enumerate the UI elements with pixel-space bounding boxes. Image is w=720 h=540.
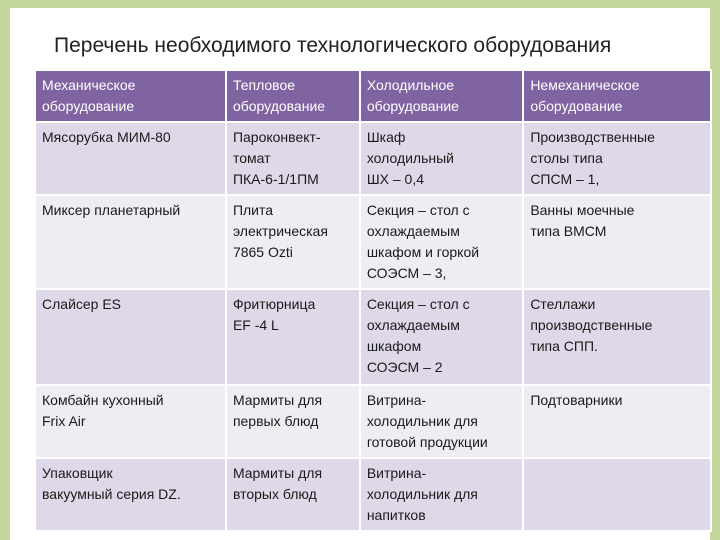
cell-refrigeration bbox=[360, 458, 524, 531]
cell-line: типа ВМСМ bbox=[530, 223, 607, 239]
cell-line: вакуумный серия DZ. bbox=[42, 486, 181, 502]
cell-line: Немеханическое bbox=[530, 77, 640, 93]
cell-line: Холодильное bbox=[366, 77, 455, 93]
cell-line: Секция – стол с bbox=[366, 296, 470, 312]
cell-thermal bbox=[226, 122, 360, 195]
cell-line: Мармиты для bbox=[232, 392, 323, 408]
cell-line: Витрина- bbox=[366, 392, 427, 408]
cell-line: шкафом и горкой bbox=[366, 244, 480, 260]
header-non-mechanical bbox=[523, 70, 711, 122]
cell-line: Мясорубка МИМ-80 bbox=[42, 129, 171, 145]
cell-line: ШХ – 0,4 bbox=[366, 171, 425, 187]
cell-line: оборудование bbox=[530, 98, 623, 114]
cell-line: охлаждаемым bbox=[366, 223, 460, 239]
cell-line: Миксер планетарный bbox=[42, 202, 181, 218]
cell-line: томат bbox=[232, 150, 271, 166]
cell-line: Секция – стол с bbox=[366, 202, 470, 218]
cell-thermal bbox=[226, 385, 360, 458]
cell-line: Шкаф bbox=[366, 129, 406, 145]
cell-line: оборудование bbox=[42, 98, 135, 114]
cell-line: 7865 Ozti bbox=[232, 244, 293, 260]
header-mechanical bbox=[35, 70, 226, 122]
cell-line: СПСМ – 1, bbox=[530, 171, 600, 187]
cell-line: Frix Air bbox=[42, 413, 86, 429]
cell-line: Фритюрница bbox=[232, 296, 316, 312]
table-row bbox=[35, 122, 711, 195]
cell-line: Ванны моечные bbox=[530, 202, 635, 218]
cell-line: Стеллажи bbox=[530, 296, 596, 312]
table-header-row bbox=[35, 70, 711, 122]
cell-thermal bbox=[226, 195, 360, 289]
cell-refrigeration bbox=[360, 289, 524, 385]
cell-line: Подтоварники bbox=[530, 392, 623, 408]
cell-line: вторых блюд bbox=[232, 486, 317, 502]
cell-line: холодильник для bbox=[366, 486, 478, 502]
cell-line: ПКА-6-1/1ПМ bbox=[232, 171, 319, 187]
table-row bbox=[35, 289, 711, 385]
page-title: Перечень необходимого технологического оборудования bbox=[54, 34, 612, 57]
cell-line: СОЭСМ – 3, bbox=[366, 265, 447, 281]
cell-mechanical bbox=[35, 385, 226, 458]
cell-line: производственные bbox=[530, 317, 653, 333]
cell-line: оборудование bbox=[232, 98, 326, 114]
cell-refrigeration bbox=[360, 385, 524, 458]
cell-line: шкафом bbox=[366, 338, 422, 354]
cell-thermal bbox=[226, 458, 360, 531]
cell-line: Производственные bbox=[530, 129, 655, 145]
cell-line: Механическое bbox=[42, 77, 136, 93]
table-row bbox=[35, 458, 711, 531]
cell-thermal bbox=[226, 289, 360, 385]
cell-line: Плита bbox=[232, 202, 274, 218]
cell-refrigeration bbox=[360, 195, 524, 289]
cell-line: холодильник для bbox=[366, 413, 478, 429]
cell-line: напитков bbox=[366, 507, 426, 523]
cell-line: первых блюд bbox=[232, 413, 319, 429]
cell-non-mechanical bbox=[523, 385, 711, 458]
header-refrigeration bbox=[360, 70, 524, 122]
cell-non-mechanical bbox=[523, 195, 711, 289]
cell-line: охлаждаемым bbox=[366, 317, 460, 333]
cell-refrigeration bbox=[360, 122, 524, 195]
cell-line: готовой продукции bbox=[366, 434, 488, 450]
cell-mechanical bbox=[35, 122, 226, 195]
header-thermal bbox=[226, 70, 360, 122]
cell-line: Тепловое bbox=[232, 77, 296, 93]
cell-non-mechanical bbox=[523, 122, 711, 195]
table-row bbox=[35, 385, 711, 458]
cell-non-mechanical bbox=[523, 289, 711, 385]
cell-line: EF -4 L bbox=[232, 317, 279, 333]
cell-line: столы типа bbox=[530, 150, 603, 166]
equipment-table bbox=[34, 69, 712, 532]
cell-non-mechanical bbox=[523, 458, 711, 531]
cell-mechanical bbox=[35, 458, 226, 531]
cell-line: Упаковщик bbox=[42, 465, 113, 481]
cell-line: Комбайн кухонный bbox=[42, 392, 164, 408]
cell-line: электрическая bbox=[232, 223, 328, 239]
cell-line: типа СПП. bbox=[530, 338, 598, 354]
cell-mechanical bbox=[35, 195, 226, 289]
cell-line: Мармиты для bbox=[232, 465, 323, 481]
cell-line: холодильный bbox=[366, 150, 455, 166]
cell-line: Витрина- bbox=[366, 465, 427, 481]
cell-line: Слайсер ES bbox=[42, 296, 122, 312]
table-row bbox=[35, 195, 711, 289]
cell-line: Пароконвект- bbox=[232, 129, 321, 145]
cell-line: СОЭСМ – 2 bbox=[366, 359, 443, 375]
cell-line: оборудование bbox=[366, 98, 459, 114]
cell-mechanical bbox=[35, 289, 226, 385]
